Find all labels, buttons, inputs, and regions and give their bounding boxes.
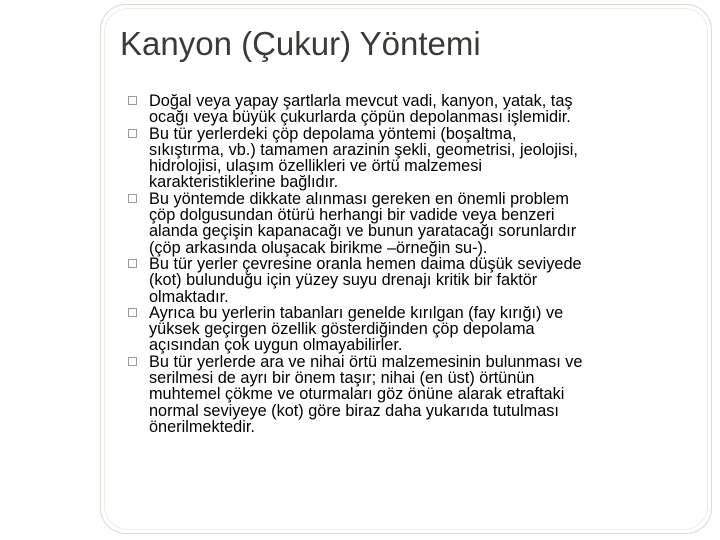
bullet-text: Ayrıca bu yerlerin tabanları genelde kırılgan (fay kırığı) ve yüksek geçirgen özellik gösterdiğinden çöp depolama açısından çok uygun olmayabilirler.: [149, 303, 564, 355]
bullet-list: [128, 93, 713, 435]
bullet-item: [128, 126, 713, 191]
bullet-text: Bu tür yerlerde ara ve nihai örtü malzemesinin bulunması ve serilmesi de ayrı bir önem taşır; nihai (en üst) örtünün muhtemel çökme ve oturmaları göz önüne alarak etraftaki normal seviyeye (kot) göre biraz daha yukarıda tutulması önerilmektedir.: [149, 352, 583, 436]
bullet-item: [128, 93, 713, 126]
bullet-square-icon: [128, 357, 137, 366]
bullet-text: Bu tür yerler çevresine oranla hemen daima düşük seviyede (kot) bulunduğu için yüzey suyu drenajı kritik bir faktör olmaktadır.: [149, 254, 582, 306]
bullet-text: Bu yöntemde dikkate alınması gereken en önemli problem çöp dolgusundan ötürü herhangi bir vadide veya benzeri alanda geçişin kapanacağı ve bunun yaratacağı sorunlardır (çöp arkasında oluşacak birikme –örneğin su-).: [149, 189, 577, 257]
slide-title: Kanyon (Çukur) Yöntemi: [120, 25, 481, 62]
bullet-square-icon: [128, 96, 137, 105]
bullet-square-icon: [128, 259, 137, 268]
bullet-square-icon: [128, 308, 137, 317]
bullet-item: [128, 191, 713, 256]
bullet-text: Doğal veya yapay şartlarla mevcut vadi, kanyon, yatak, taş ocağı veya büyük çukurlarda çöpün depolanması işlemidir.: [149, 92, 573, 127]
bullet-item: [128, 305, 713, 354]
bullet-square-icon: [128, 194, 137, 203]
bullet-square-icon: [128, 129, 137, 138]
bullet-item: [128, 354, 713, 435]
bullet-item: [128, 256, 713, 305]
bullet-text: Bu tür yerlerdeki çöp depolama yöntemi (boşaltma, sıkıştırma, vb.) tamamen arazinin şekli, geometrisi, jeolojisi, hidrolojisi, ulaşım özellikleri ve örtü malzemesi karakteristiklerine bağlıdır.: [149, 124, 578, 192]
